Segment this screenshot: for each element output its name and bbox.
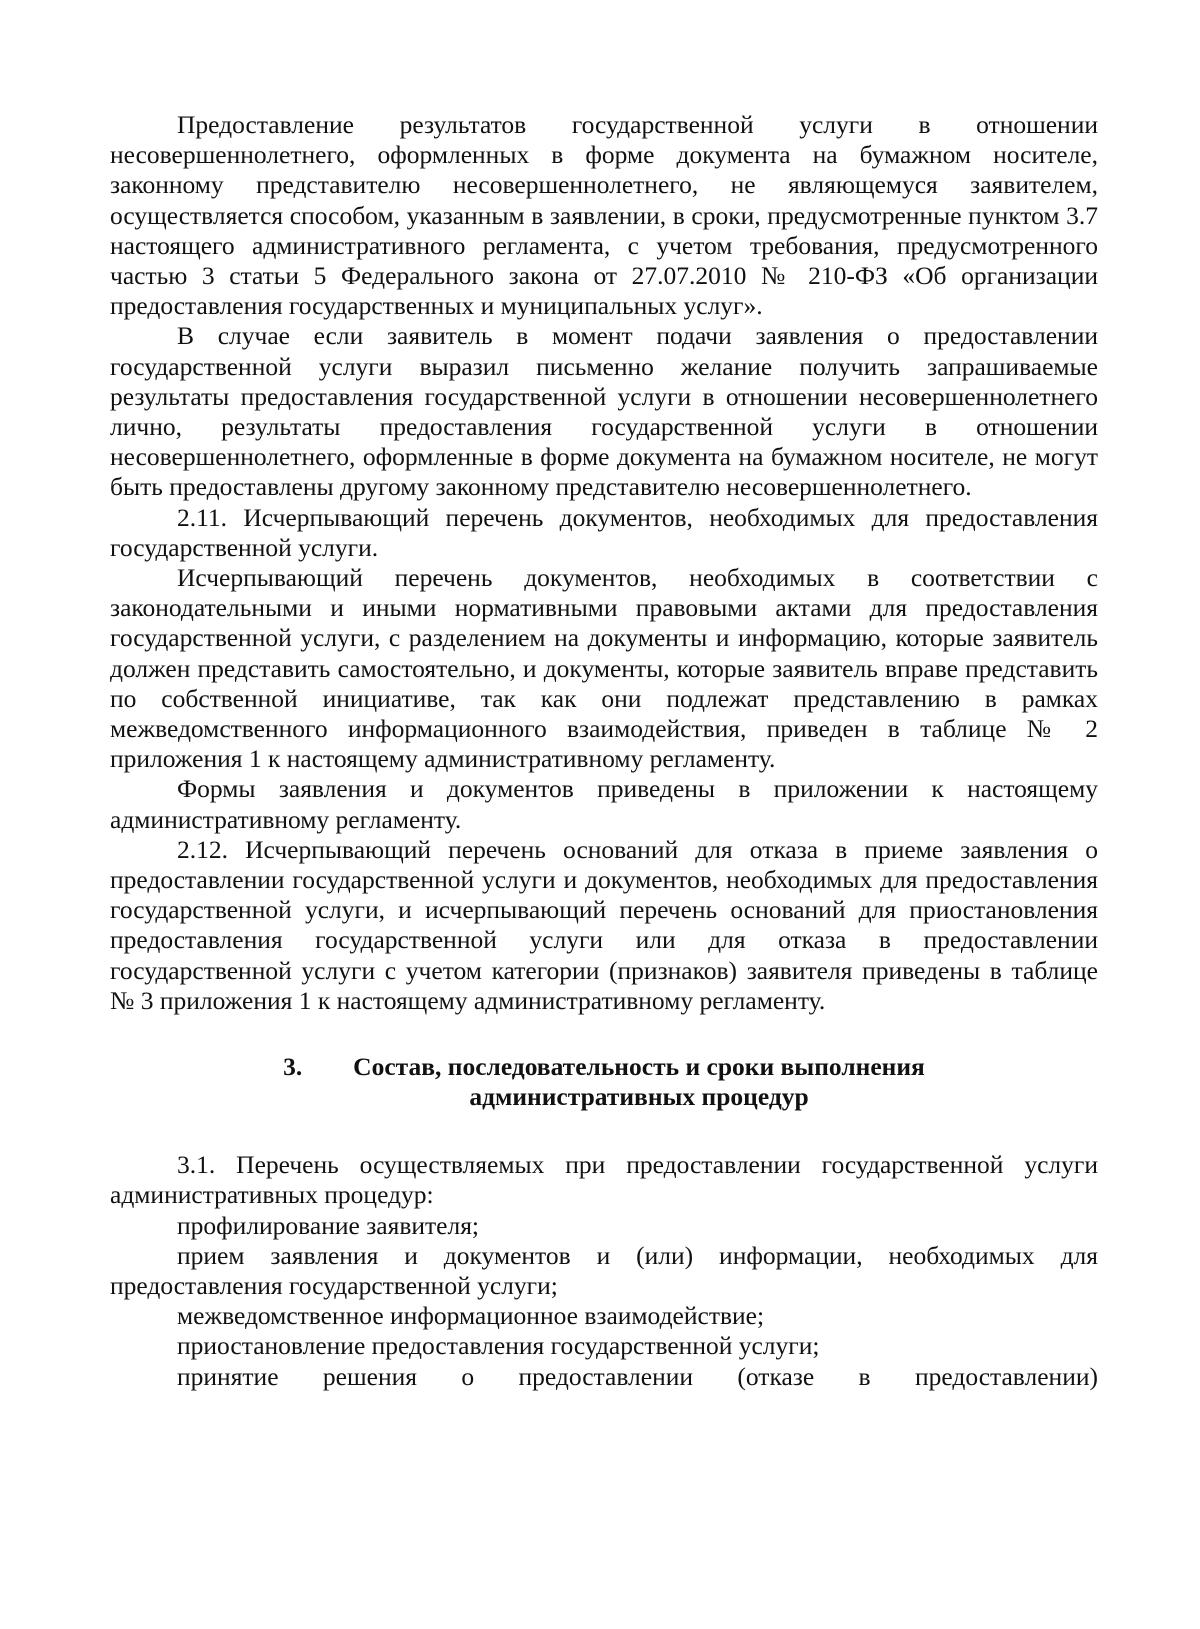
section-heading [110,1052,1098,1112]
paragraph-personal-receipt: В случае если заявитель в момент подачи заявления о предоставлении государственной услуги выразил письменно желание получить запрашиваемые результаты предоставления государственной услуги в отношении несовершеннолетнего лично, результаты предоставления государственной услуги в отношении несовершеннолетнего, оформленные в форме документа на бумажном носителе, не могут быть предоставлены другому законному представителю несовершеннолетнего. [110,321,1098,502]
section-number: 3. [283,1052,303,1082]
list-item-profiling: профилирование заявителя; [177,1210,480,1240]
paragraph-2-11: 2.11. Исчерпывающий перечень документов, необходимых для предоставления государственной услуги. [110,502,1098,562]
list-item-suspension: приостановление предоставления государственной услуги; [177,1331,820,1361]
paragraph-forms: Формы заявления и документов приведены в приложении к настоящему административному регламенту. [110,774,1098,834]
paragraph-documents-list: Исчерпывающий перечень документов, необходимых в соответствии с законодательными и иными нормативными правовыми актами для предоставления государственной услуги, с разделением на документы и информацию, которые заявитель должен представить самостоятельно, и документы, которые заявитель вправе представить по собственной инициативе, так как они подлежат представлению в рамках межведомственного информационного взаимодействия, приведен в таблице № 2 приложения 1 к настоящему административному регламенту. [110,563,1098,774]
document-page [110,110,1098,1392]
list-item-reception: прием заявления и документов и (или) информации, необходимых для предоставления государственной услуги; [110,1240,1098,1300]
paragraph-2-12: 2.12. Исчерпывающий перечень оснований для отказа в приеме заявления о предоставлении государственной услуги и документов, необходимых для предоставления государственной услуги, и исчерпывающий перечень оснований для приостановления предоставления государственной услуги или для отказа в предоставлении государственной услуги с учетом категории (признаков) заявителя приведены в таблице № 3 приложения 1 к настоящему административному регламенту. [110,834,1098,1015]
paragraph-3-1: 3.1. Перечень осуществляемых при предоставлении государственной услуги административных процедур: [110,1150,1098,1210]
section-title-line2: административных процедур [469,1082,809,1112]
list-item-interagency: межведомственное информационное взаимодействие; [177,1301,765,1331]
list-item-decision: принятие решения о предоставлении (отказе в предоставлении) [177,1361,1098,1391]
paragraph-results-delivery: Предоставление результатов государственной услуги в отношении несовершеннолетнего, оформленных в форме документа на бумажном носителе, законному представителю несовершеннолетнего, не являющемуся заявителем, осуществляется способом, указанным в заявлении, в сроки, предусмотренные пунктом 3.7 настоящего административного регламента, с учетом требования, предусмотренного частью 3 статьи 5 Федерального закона от 27.07.2010 № 210-ФЗ «Об организации предоставления государственных и муниципальных услуг». [110,110,1098,321]
section-title-line1: Состав, последовательность и сроки выполнения [353,1052,925,1082]
